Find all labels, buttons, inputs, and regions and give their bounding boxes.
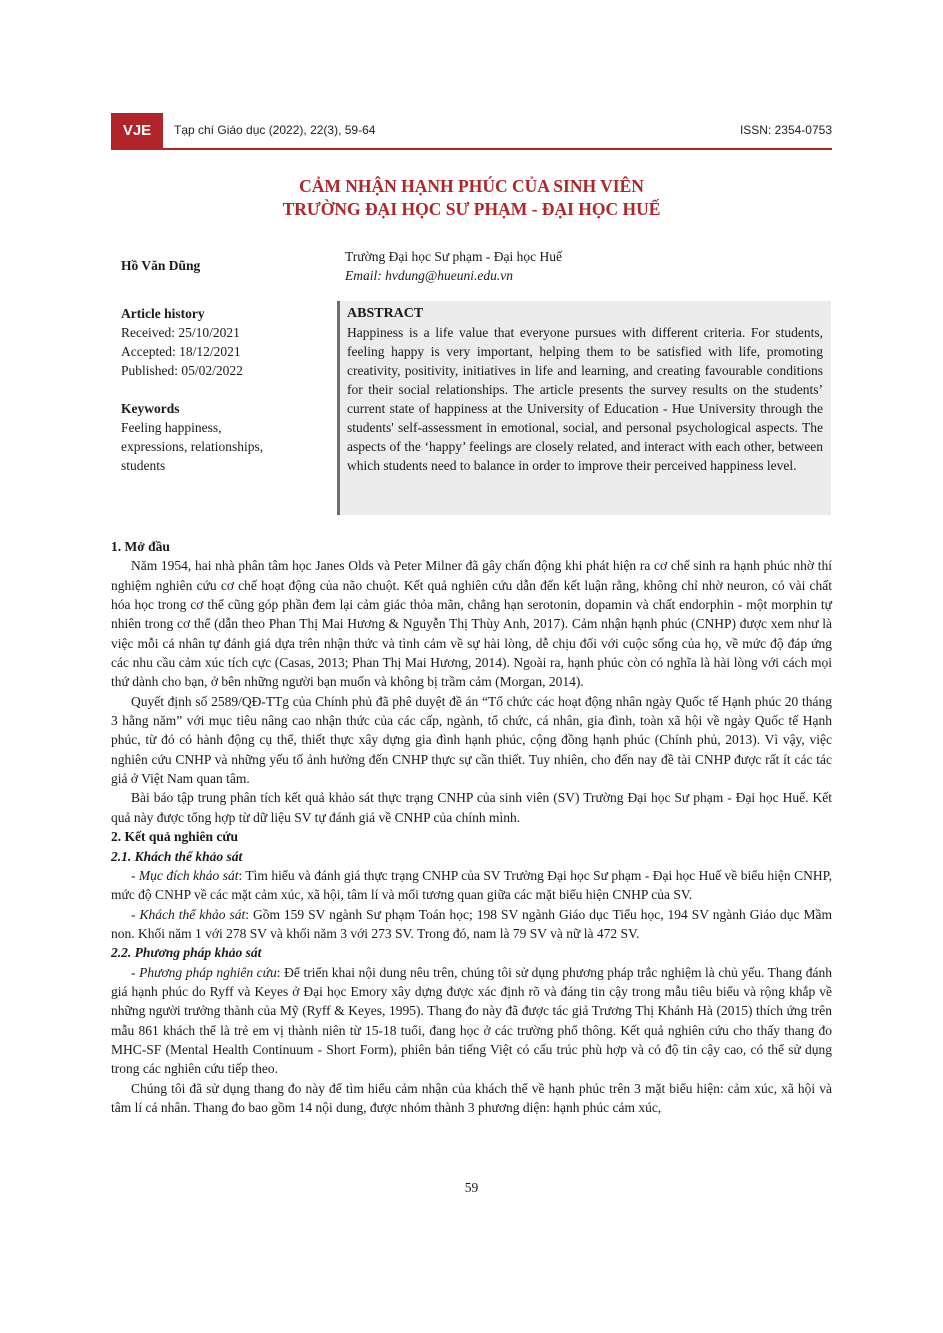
keywords-line-2: expressions, relationships,	[121, 439, 264, 454]
abstract-box	[337, 301, 831, 515]
article-title	[111, 175, 832, 221]
paragraph-text: : Để triển khai nội dung nêu trên, chúng tôi sử dụng phương pháp trắc nghiệm là chủ yếu. Thang đánh giá hạnh phúc do Ryff và Keyes ở Đại học Emory xây dựng được xác định rõ và đáng tin cậy trong mẫu tiêu biểu và rộng khắp về những người trưởng thành của Mỹ (Ryff & Keyes, 1995). Thang đo này đã được tác giả Trương Thị Khánh Hà (2015) thích ứng trên mẫu 861 khách thể là trẻ em vị thành niên từ 15-18 tuổi, đang học ở các trường phổ thông. Kết quả nghiên cứu cho thấy thang đo MHC-SF (Mental Health Continuum - Short Form), phiên bản tiếng Việt có cấu trúc phù hợp và có độ tin cậy cao, có thể sử dụng trong các nghiên cứu tiếp theo.	[111, 964, 832, 1077]
paragraph-label: - Khách thể khảo sát	[131, 906, 246, 922]
title-line-2: TRƯỜNG ĐẠI HỌC SƯ PHẠM - ĐẠI HỌC HUẾ	[282, 199, 661, 219]
paragraph: Chúng tôi đã sử dụng thang đo này để tìm hiểu cảm nhận của khách thể về hạnh phúc trên 3 mặt biểu hiện: cảm xúc, xã hội và tâm lí cá nhân. Thang đo bao gồm 14 nội dung, được nhóm thành 3 phương diện: hạnh phúc cảm xúc,	[111, 1080, 832, 1115]
paragraph: Quyết định số 2589/QĐ-TTg của Chính phủ đã phê duyệt đề án “Tổ chức các hoạt động nhân ngày Quốc tế Hạnh phúc 20 tháng 3 hằng năm” với mục tiêu nâng cao nhận thức của các cấp, ngành, tổ chức, cá nhân, gia đình, toàn xã hội về ngày Quốc tế Hạnh phúc, từ đó có hành động cụ thể, thiết thực xây dựng gia đình hạnh phúc, cộng đồng hạnh phúc (Chính phủ, 2013). Vì vậy, việc nghiên cứu CNHP và những yếu tố ảnh hưởng đến CNHP thực sự cần thiết. Tuy nhiên, cho đến nay đề tài CNHP được rất ít các tác giả ở Việt Nam quan tâm.	[111, 693, 832, 787]
author-affiliation-block	[345, 247, 562, 285]
journal-logo: VJE	[111, 113, 163, 148]
paragraph-text: : Tìm hiểu và đánh giá thực trạng CNHP của SV Trường Đại học Sư phạm - Đại học Huế về biểu hiện CNHP, mức độ CNHP về các mặt cảm xúc, xã hội, tâm lí và mối tương quan giữa các mặt biểu hiện CNHP của SV.	[111, 867, 832, 903]
abstract-heading: ABSTRACT	[347, 306, 424, 321]
paragraph: Năm 1954, hai nhà phân tâm học Janes Olds và Peter Milner đã gây chấn động khi phát hiện ra cơ chế sinh ra hạnh phúc nhờ thí nghiệm nghiên cứu cơ chế hoạt động của não chuột. Kết quả nghiên cứu dẫn đến kết luận rằng, không chỉ nhờ neuron, có vài chất hóa học trong cơ thể cũng góp phần đem lại cảm giác thỏa mãn, chẳng hạn serotonin, dopamin và chất endorphin - một morphin tự nhiên trong cơ thể (dẫn theo Phan Thị Mai Hương & Nguyễn Thị Thùy Anh, 2017). Cảm nhận hạnh phúc (CNHP) được xem như là việc mỗi cá nhân tự đánh giá dựa trên nhận thức và tình cảm về sự hài lòng, dễ chịu đối với cuộc sống của họ, về mức độ đáp ứng các nhu cầu cảm xúc tích cực (Casas, 2013; Phan Thị Mai Hương, 2014). Ngoài ra, hạnh phúc còn có nghĩa là hài lòng với cách mọi thứ dành cho bạn, ở bên những người bạn muốn và không bị trầm cảm (Morgan, 2014).	[111, 558, 832, 690]
published-date: Published: 05/02/2022	[121, 363, 243, 378]
paragraph-label: - Mục đích khảo sát	[131, 867, 239, 883]
abstract-text: Happiness is a life value that everyone pursues with different criteria. For students, feeling happy is very important, helping them to be satisfied with life, promoting creativity, positivity, initiatives in life and learning, and creating favourable conditions for their social relationships. The article presents the survey results on the students’ current state of happiness at the University of Education - Hue University through the students' self-assessment in emotional, social, and personal psychological aspects. The aspects of the ‘happy’ feelings are closely related, and interact with each other, between which students need to balance in order to improve their perceived happiness level.	[347, 325, 823, 473]
section-heading-2: 2. Kết quả nghiên cứu	[111, 829, 238, 845]
journal-header	[111, 113, 832, 150]
history-heading: Article history	[121, 306, 205, 321]
paragraph-text: : Gồm 159 SV ngành Sư phạm Toán học; 198 SV ngành Giáo dục Tiểu học, 194 SV ngành Giáo dục Mầm non. Khối năm 1 với 278 SV và khối năm 3 với 273 SV. Trong đó, nam là 79 SV và nữ là 472 SV.	[111, 906, 832, 941]
paragraph	[111, 963, 832, 1079]
author-affiliation: Trường Đại học Sư phạm - Đại học Huế	[345, 249, 562, 264]
paragraph	[111, 905, 832, 944]
author-email[interactable]: Email: hvdung@hueuni.edu.vn	[345, 268, 514, 283]
article-body	[111, 537, 832, 1117]
subsection-heading-2-1: 2.1. Khách thể khảo sát	[111, 848, 243, 864]
section-heading-1: 1. Mở đầu	[111, 539, 170, 554]
keywords-line-3: students	[121, 458, 166, 473]
keywords-heading: Keywords	[121, 401, 180, 416]
author-name: Hồ Văn Dũng	[121, 258, 201, 273]
page-number: 59	[464, 1180, 479, 1195]
subsection-heading-2-2: 2.2. Phương pháp khảo sát	[111, 945, 262, 961]
paragraph: Bài báo tập trung phân tích kết quả khảo sát thực trạng CNHP của sinh viên (SV) Trường Đại học Sư phạm - Đại học Huế. Kết quả này được tổng hợp từ dữ liệu SV tự đánh giá về CNHP của chính mình.	[111, 790, 832, 825]
accepted-date: Accepted: 18/12/2021	[121, 344, 241, 359]
keywords-line-1: Feeling happiness,	[121, 420, 222, 435]
title-line-1: CẢM NHẬN HẠNH PHÚC CỦA SINH VIÊN	[299, 176, 644, 196]
journal-issn: ISSN: 2354-0753	[739, 123, 832, 137]
received-date: Received: 25/10/2021	[121, 325, 240, 340]
journal-citation: Tạp chí Giáo dục (2022), 22(3), 59-64	[174, 123, 376, 137]
paragraph	[111, 866, 832, 905]
article-info	[121, 304, 321, 475]
paragraph-label: - Phương pháp nghiên cứu	[131, 964, 277, 980]
